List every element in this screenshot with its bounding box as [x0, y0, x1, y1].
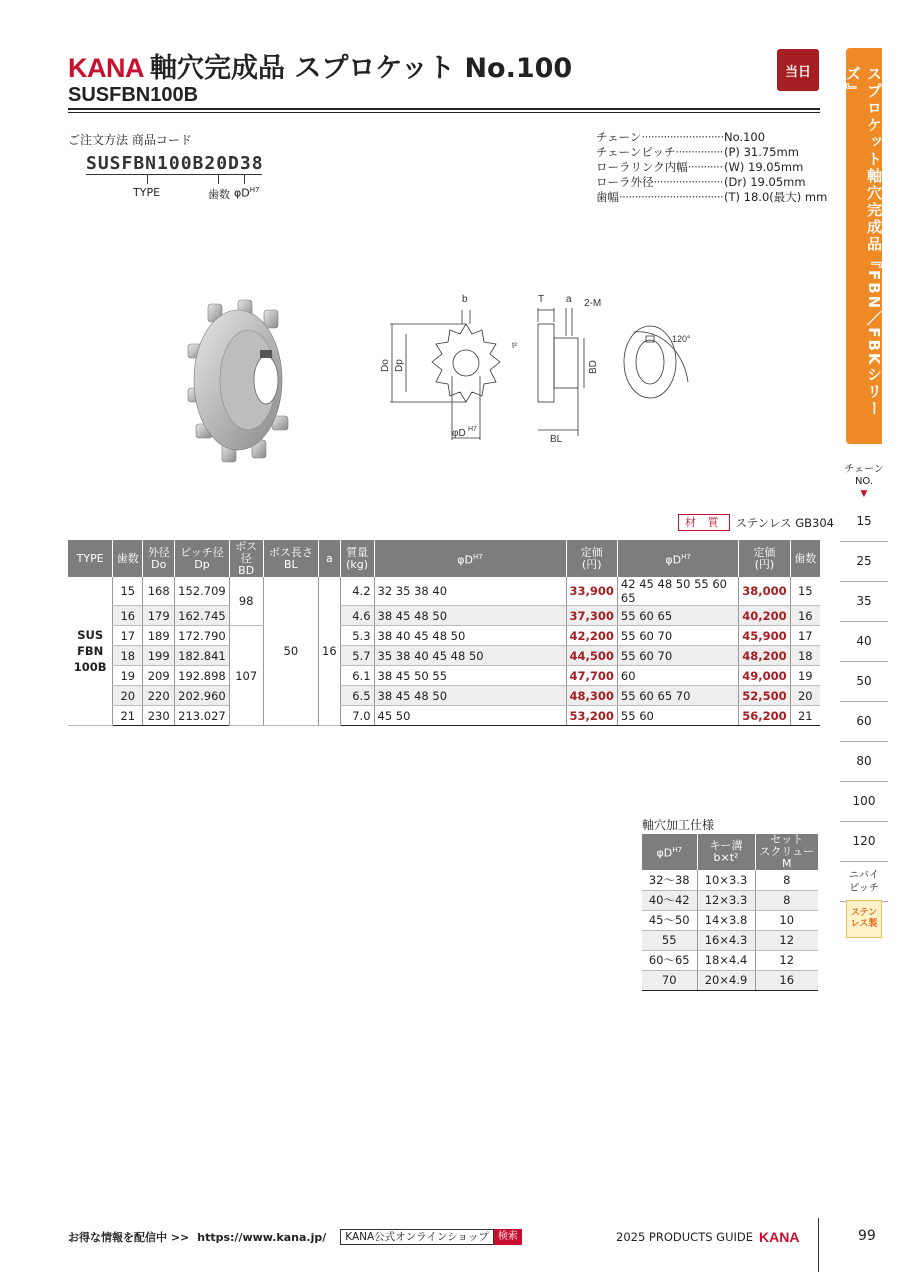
product-code: SUSFBN100B20D38: [86, 153, 264, 174]
key-cell-m: 8: [755, 870, 818, 890]
cell-dp: 192.898: [175, 666, 230, 686]
cell-bore-2: 55 60: [617, 706, 738, 726]
cell-price-1: 44,500: [566, 646, 617, 666]
key-row: [642, 890, 818, 910]
chain-no-120[interactable]: 120: [840, 822, 888, 862]
key-cell-key: 18×4.4: [697, 950, 755, 970]
footer-divider: [818, 1218, 819, 1272]
key-th-key: [697, 834, 755, 870]
chain-no-25[interactable]: 25: [840, 542, 888, 582]
cell-price-2: 45,900: [739, 626, 790, 646]
spec-key: チェーン ·····: [596, 130, 724, 145]
key-cell-key: 12×3.3: [697, 890, 755, 910]
page-subtitle: SUSFBN100B: [68, 84, 199, 106]
key-row: [642, 970, 818, 990]
table-row: [68, 646, 820, 666]
key-cell-bore: 70: [642, 970, 697, 990]
key-spec-title: 軸穴加工仕様: [642, 818, 715, 832]
th-dp: [175, 540, 230, 577]
spec-row: [596, 160, 827, 175]
cell-bd: 98: [229, 577, 263, 626]
header-rule-thin: [68, 112, 820, 113]
dim-t2: t²: [512, 341, 517, 350]
key-th-set: [755, 834, 818, 870]
dim-T: T: [538, 294, 545, 305]
material-label: 材 質: [678, 514, 730, 531]
cell-teeth: 19: [113, 666, 143, 686]
th-dp-1: ピッチ径: [180, 545, 224, 559]
cell-bd: 107: [229, 626, 263, 726]
dim-phiD: φD: [452, 428, 466, 439]
same-day-ship-label: 当日: [784, 64, 811, 80]
cell-dp: 162.745: [175, 606, 230, 626]
spec-row: [596, 190, 827, 205]
cell-a: 16: [319, 577, 341, 726]
th-price-2: [739, 540, 790, 577]
cell-do: 209: [143, 666, 175, 686]
brand-logo: KANA: [68, 53, 144, 83]
spec-value: (P) 31.75mm: [724, 145, 799, 159]
key-th-bore-sup: H7: [672, 846, 682, 855]
cell-weight: 4.6: [340, 606, 374, 626]
cell-teeth: 21: [113, 706, 143, 726]
cell-weight: 7.0: [340, 706, 374, 726]
th-a: a: [319, 540, 341, 577]
cell-teeth-2: 18: [790, 646, 820, 666]
chain-no-double-pitch[interactable]: ニバイ ピッチ: [840, 862, 888, 902]
th-bd-2: BD: [238, 563, 255, 577]
code-bore-text: φD: [234, 186, 250, 200]
code-tick: [147, 174, 148, 184]
key-cell-key: 16×4.3: [697, 930, 755, 950]
cell-do: 199: [143, 646, 175, 666]
th-do: [143, 540, 175, 577]
dim-Dp: Dp: [394, 359, 405, 372]
chain-no-40[interactable]: 40: [840, 622, 888, 662]
cell-price-2: 49,000: [739, 666, 790, 686]
cell-price-1: 48,300: [566, 686, 617, 706]
cell-do: 230: [143, 706, 175, 726]
material-value: ステンレス GB304: [735, 515, 834, 530]
table-row: [68, 686, 820, 706]
cell-price-2: 40,200: [739, 606, 790, 626]
th-bl: [263, 540, 318, 577]
cell-teeth: 20: [113, 686, 143, 706]
chain-no-heading-line2: NO.: [854, 476, 874, 487]
cell-dp: 172.790: [175, 626, 230, 646]
cell-teeth: 18: [113, 646, 143, 666]
cell-bore-1: 38 40 45 48 50: [374, 626, 566, 646]
page-number: 99: [858, 1228, 876, 1244]
chain-no-60[interactable]: 60: [840, 702, 888, 742]
th-bl-2: BL: [283, 557, 298, 571]
cell-teeth-2: 20: [790, 686, 820, 706]
th-w-1: 質量: [346, 545, 369, 559]
search-button[interactable]: 検索: [494, 1229, 522, 1245]
code-tick: [218, 174, 219, 184]
code-teeth-label: 歯数: [208, 188, 230, 201]
cell-teeth: 16: [113, 606, 143, 626]
cell-price-1: 37,300: [566, 606, 617, 626]
category-tab-label: スプロケット軸穴完成品『FBN／FBKシリーズ』: [844, 66, 883, 418]
chain-no-heading-line1: チェーン: [844, 464, 884, 475]
code-underline: [86, 174, 262, 175]
cell-price-1: 33,900: [566, 577, 617, 606]
key-cell-m: 10: [755, 910, 818, 930]
cell-bore-2: 55 60 65: [617, 606, 738, 626]
spec-row: [596, 175, 827, 190]
dimension-drawing: [372, 290, 712, 450]
cell-weight: 4.2: [340, 577, 374, 606]
cell-dp: 152.709: [175, 577, 230, 606]
cell-bore-1: 38 45 48 50: [374, 606, 566, 626]
th-bore-sup: H7: [681, 552, 691, 561]
down-arrow-icon: ▼: [860, 489, 868, 499]
th-price-1b: (円): [581, 557, 602, 571]
cell-bore-1: 38 45 50 55: [374, 666, 566, 686]
cell-bore-2: 55 60 70: [617, 646, 738, 666]
footer-url-link[interactable]: https://www.kana.jp/: [197, 1230, 327, 1244]
spec-row: [596, 145, 827, 160]
footer-guide: [616, 1229, 799, 1245]
key-cell-bore: 60～65: [642, 950, 697, 970]
th-bd: [229, 540, 263, 577]
cell-teeth-2: 15: [790, 577, 820, 606]
cell-weight: 6.5: [340, 686, 374, 706]
key-th-bore: [642, 834, 697, 870]
footer-info: お得な情報を配信中 >>: [68, 1231, 190, 1244]
chain-no-15[interactable]: 15: [840, 502, 888, 542]
cell-weight: 5.7: [340, 646, 374, 666]
th-weight: [340, 540, 374, 577]
page-title: [68, 46, 572, 85]
dim-a: a: [566, 294, 572, 305]
spec-value: (W) 19.05mm: [724, 160, 804, 174]
dim-2M: 2-M: [584, 298, 602, 309]
cell-bore-2: 60: [617, 666, 738, 686]
key-cell-key: 20×4.9: [697, 970, 755, 990]
spec-key: チェーンピッチ ·····: [596, 145, 724, 160]
key-th-bore-text: φD: [656, 846, 673, 860]
key-spec-table: [642, 834, 818, 991]
cell-do: 179: [143, 606, 175, 626]
dim-BD: BD: [588, 360, 599, 374]
spec-value: (T) 18.0(最大) mm: [724, 190, 828, 204]
cell-price-2: 48,200: [739, 646, 790, 666]
code-bore-sup: H7: [249, 186, 260, 194]
spec-value: (Dr) 19.05mm: [724, 175, 806, 189]
sprocket-photo: [186, 296, 290, 464]
th-bore-text: φD: [665, 553, 682, 567]
code-tick: [244, 174, 245, 184]
cell-teeth-2: 21: [790, 706, 820, 726]
th-price-1a: 定価: [580, 545, 603, 559]
chain-no-heading: [840, 464, 888, 500]
footer-promo: [68, 1229, 522, 1245]
cell-teeth: 15: [113, 577, 143, 606]
cell-bl: 50: [263, 577, 318, 726]
key-th-set-2: スクリューM: [759, 845, 815, 870]
table-row: [68, 606, 820, 626]
cell-teeth: 17: [113, 626, 143, 646]
guide-label: 2025 PRODUCTS GUIDE: [616, 1230, 754, 1244]
chain-no-35[interactable]: 35: [840, 582, 888, 622]
th-bl-1: ボス長さ: [268, 545, 313, 559]
cell-price-2: 56,200: [739, 706, 790, 726]
key-cell-bore: 40～42: [642, 890, 697, 910]
table-row: [68, 577, 820, 606]
chain-no-80[interactable]: 80: [840, 742, 888, 782]
key-cell-m: 16: [755, 970, 818, 990]
price-table: [68, 540, 820, 726]
cell-weight: 6.1: [340, 666, 374, 686]
th-do-2: Do: [151, 557, 167, 571]
code-bore-label: [234, 186, 259, 200]
th-price-2a: 定価: [753, 545, 776, 559]
cell-bore-2: 55 60 65 70: [617, 686, 738, 706]
chain-spec: [596, 130, 827, 205]
cell-type: SUS FBN 100B: [68, 577, 113, 726]
spec-value: No.100: [724, 130, 766, 144]
cell-bore-1: 38 45 48 50: [374, 686, 566, 706]
dim-Do: Do: [380, 359, 391, 372]
cell-do: 168: [143, 577, 175, 606]
key-row: [642, 950, 818, 970]
th-bd-1: ボス径: [235, 539, 258, 565]
key-cell-m: 8: [755, 890, 818, 910]
spec-row: [596, 130, 827, 145]
th-type: TYPE: [68, 540, 113, 577]
cell-bore-1: 45 50: [374, 706, 566, 726]
th-bore-sup: H7: [473, 552, 483, 561]
cell-do: 220: [143, 686, 175, 706]
cell-price-1: 42,200: [566, 626, 617, 646]
cell-dp: 182.841: [175, 646, 230, 666]
header-rule: [68, 108, 820, 110]
shop-search-box[interactable]: KANA公式オンラインショップ: [340, 1229, 494, 1245]
cell-teeth-2: 16: [790, 606, 820, 626]
th-dp-2: Dp: [194, 557, 210, 571]
chain-no-100[interactable]: 100: [840, 782, 888, 822]
table-row: [68, 706, 820, 726]
key-row: [642, 930, 818, 950]
stainless-badge: ステンレス製: [846, 900, 882, 938]
key-cell-bore: 45～50: [642, 910, 697, 930]
cell-weight: 5.3: [340, 626, 374, 646]
th-price-1: [566, 540, 617, 577]
key-cell-m: 12: [755, 930, 818, 950]
dim-b: b: [462, 294, 468, 305]
key-header-row: [642, 834, 818, 870]
cell-price-2: 52,500: [739, 686, 790, 706]
key-cell-m: 12: [755, 950, 818, 970]
key-cell-key: 14×3.8: [697, 910, 755, 930]
key-row: [642, 910, 818, 930]
th-price-2b: (円): [754, 557, 775, 571]
cell-bore-1: 32 35 38 40: [374, 577, 566, 606]
key-th-key-2: b×t²: [713, 851, 739, 864]
th-bore-text: φD: [457, 553, 474, 567]
key-th-set-1: セット: [770, 833, 804, 846]
cell-price-1: 53,200: [566, 706, 617, 726]
cell-dp: 213.027: [175, 706, 230, 726]
th-w-2: (kg): [346, 557, 369, 571]
th-teeth-2: 歯数: [790, 540, 820, 577]
cell-dp: 202.960: [175, 686, 230, 706]
key-row: [642, 870, 818, 890]
material-info: [678, 514, 834, 531]
cell-teeth-2: 19: [790, 666, 820, 686]
spec-key: ローラリンク内幅 ·····: [596, 160, 724, 175]
order-method-label: ご注文方法 商品コード: [68, 133, 192, 147]
dim-phiD-sup: H7: [468, 426, 477, 433]
cell-price-2: 38,000: [739, 577, 790, 606]
code-type-label: TYPE: [133, 186, 161, 199]
key-cell-key: 10×3.3: [697, 870, 755, 890]
cell-bore-1: 35 38 40 45 48 50: [374, 646, 566, 666]
title-text: 軸穴完成品 スプロケット No.100: [150, 53, 573, 84]
key-cell-bore: 55: [642, 930, 697, 950]
table-row: [68, 666, 820, 686]
chain-no-list: [840, 502, 888, 902]
spec-key: 歯幅 ·····: [596, 190, 724, 205]
table-header-row: [68, 540, 820, 577]
cell-teeth-2: 17: [790, 626, 820, 646]
category-tab[interactable]: [846, 48, 882, 444]
table-row: [68, 626, 820, 646]
cell-bore-2: 55 60 70: [617, 626, 738, 646]
footer-brand-logo: KANA: [759, 1229, 800, 1245]
chain-no-50[interactable]: 50: [840, 662, 888, 702]
dim-angle: 120°: [672, 334, 691, 344]
spec-key: ローラ外径 ·····: [596, 175, 724, 190]
dim-BL: BL: [550, 434, 563, 445]
cell-price-1: 47,700: [566, 666, 617, 686]
cell-do: 189: [143, 626, 175, 646]
th-do-1: 外径: [147, 545, 170, 559]
th-bore-1: [374, 540, 566, 577]
cell-bore-2: 42 45 48 50 55 60 65: [617, 577, 738, 606]
key-th-key-1: キー溝: [709, 839, 743, 852]
key-cell-bore: 32～38: [642, 870, 697, 890]
th-bore-2: [617, 540, 738, 577]
same-day-ship-icon: [777, 49, 819, 91]
th-teeth: 歯数: [113, 540, 143, 577]
